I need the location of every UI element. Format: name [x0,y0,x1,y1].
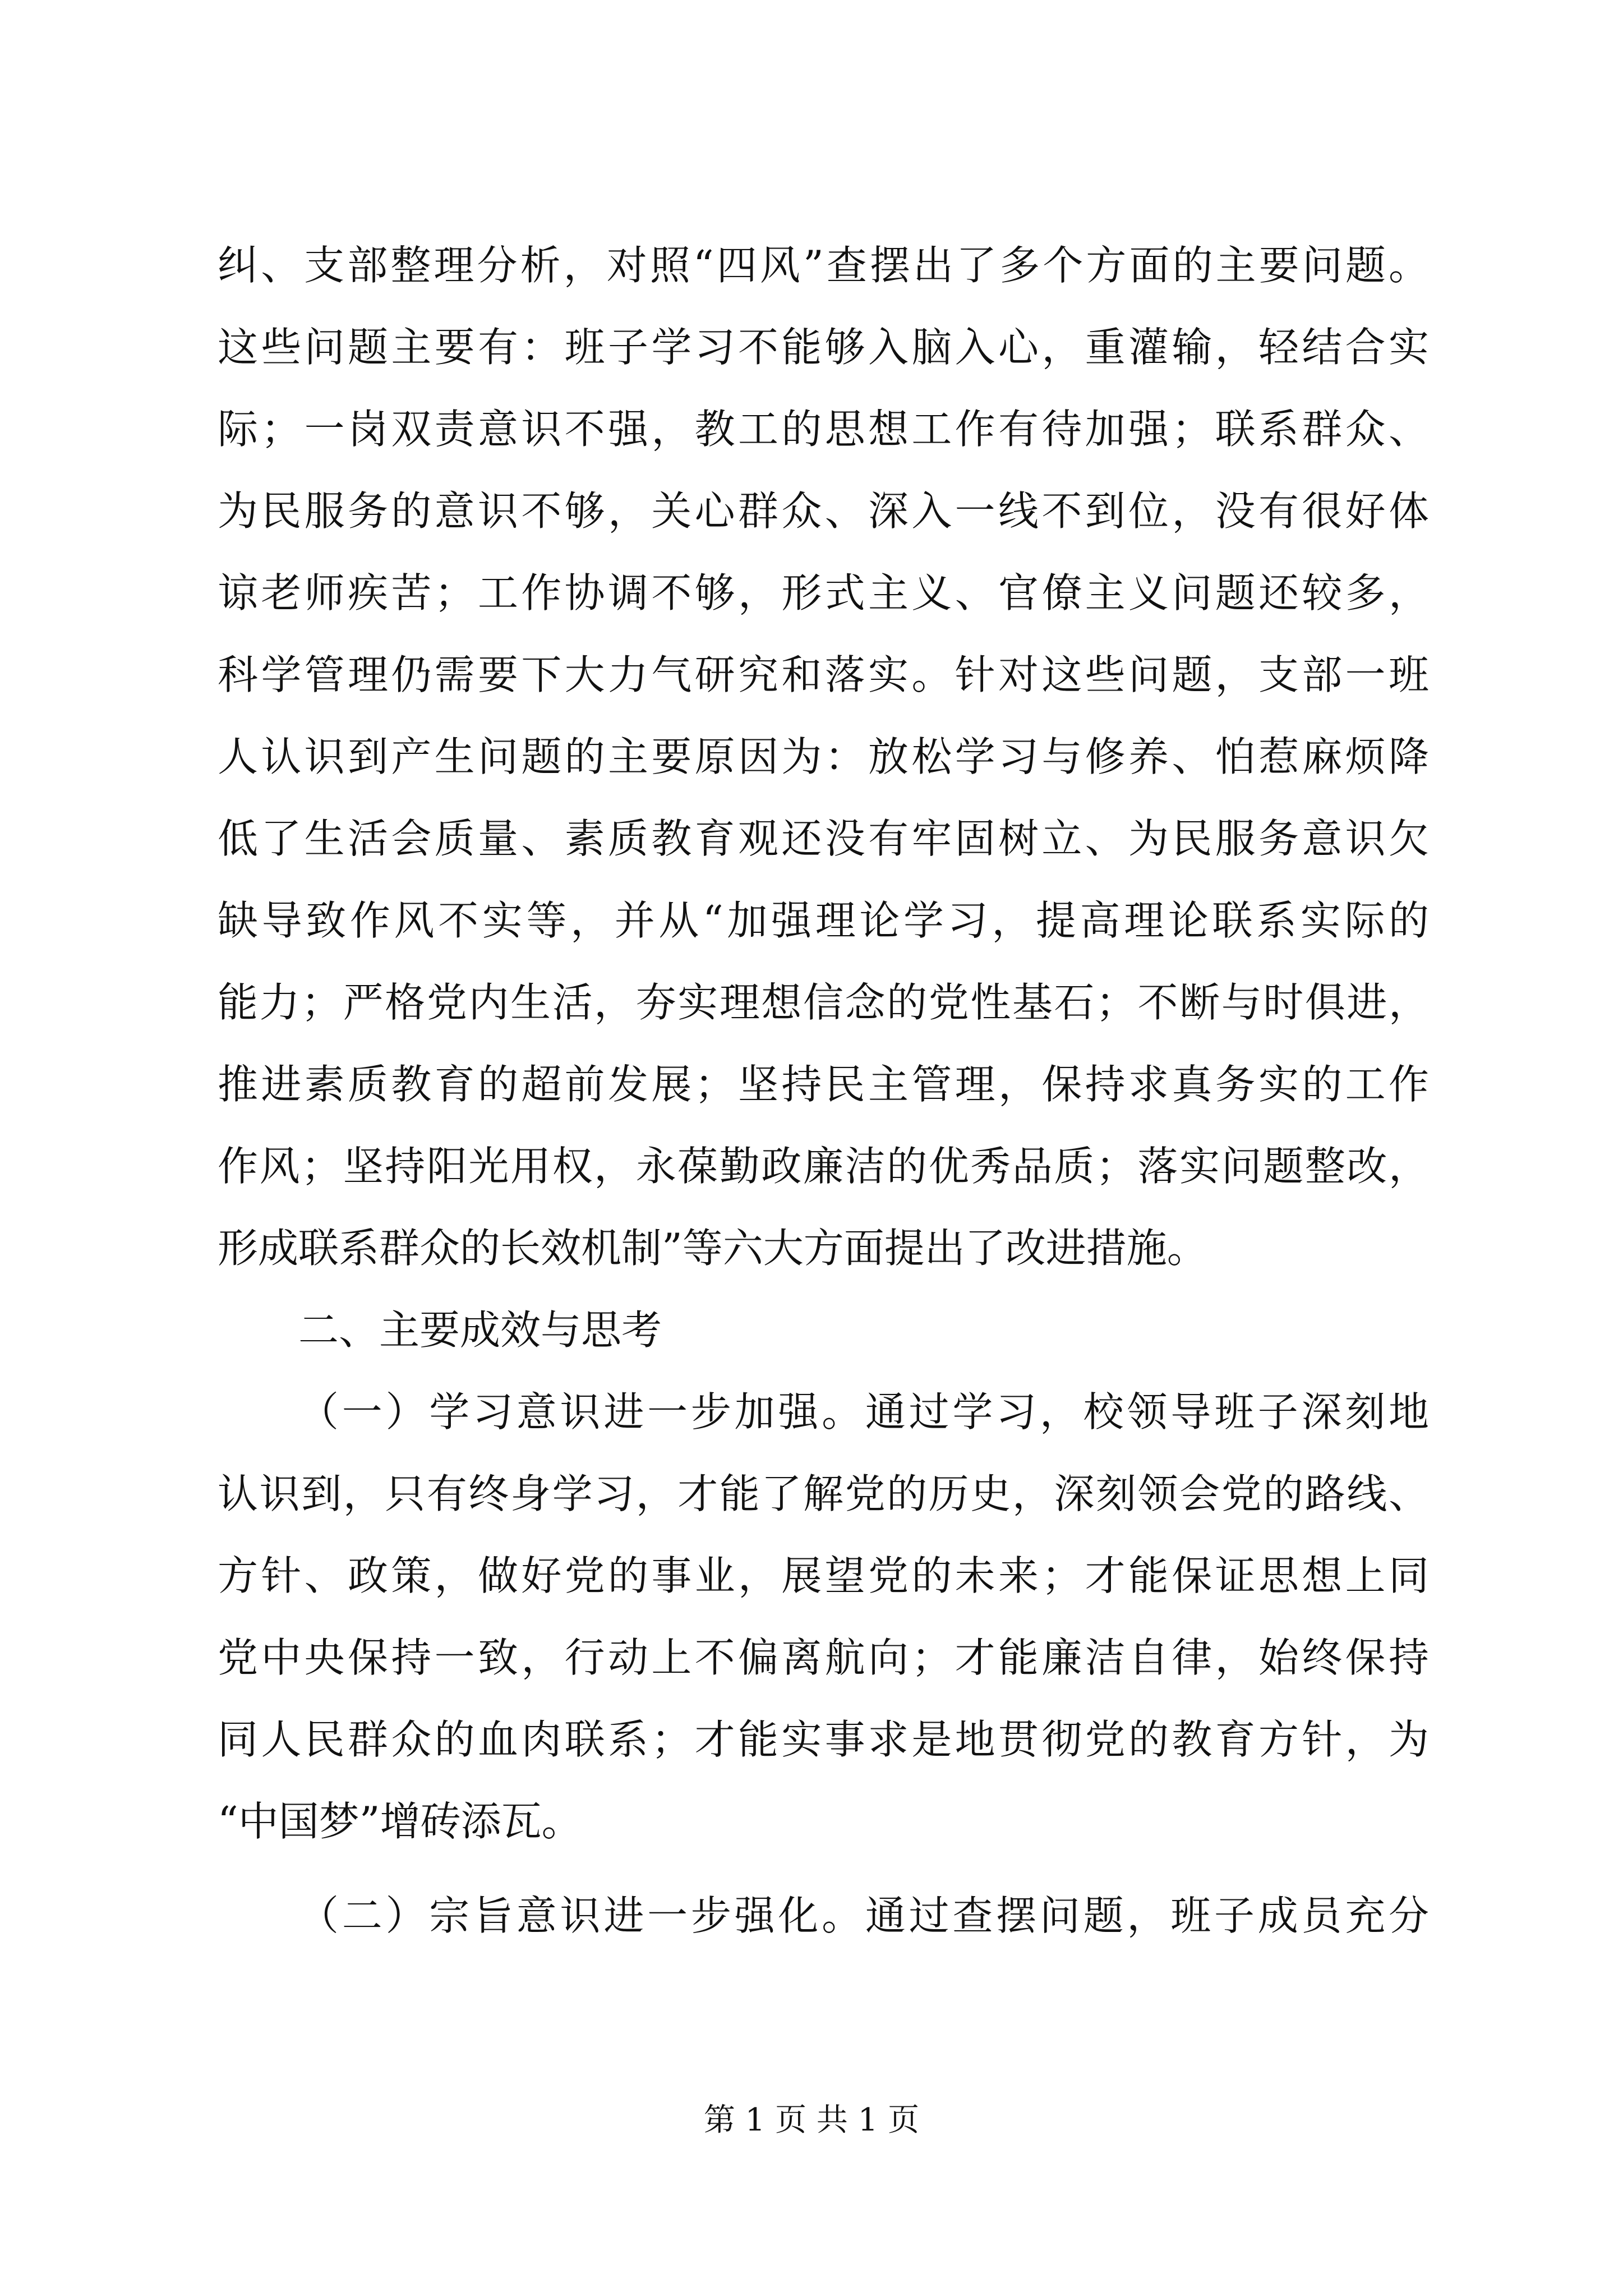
text-line-18: 党中央保持一致，行动上不偏离航向；才能廉洁自律，始终保持 [218,1634,1429,1681]
text-line-7: 人认识到产生问题的主要原因为：放松学习与修养、怕惹麻烦降 [218,733,1429,780]
text-line-16: 认识到，只有终身学习，才能了解党的历史，深刻领会党的路线、 [218,1470,1429,1517]
text-line-1: 纠、支部整理分析，对照“四风”查摆出了多个方面的主要问题。 [218,242,1429,289]
page-footer: 第 1 页 共 1 页 [703,2102,920,2138]
text-line-5: 谅老师疾苦；工作协调不够，形式主义、官僚主义问题还较多， [218,569,1429,616]
body-text [218,224,1429,1957]
text-line-20: “中国梦”增砖添瓦。 [218,1798,582,1845]
text-line-21: （二）宗旨意识进一步强化。通过查摆问题，班子成员充分 [298,1892,1429,1939]
text-line-3: 际；一岗双责意识不强，教工的思想工作有待加强；联系群众、 [218,406,1429,453]
text-line-15: （一）学习意识进一步加强。通过学习，校领导班子深刻地 [298,1388,1429,1435]
text-line-13: 形成联系群众的长效机制”等六大方面提出了改进措施。 [218,1225,1207,1272]
text-line-10: 能力；严格党内生活，夯实理想信念的党性基石；不断与时俱进， [218,979,1429,1026]
text-line-9: 缺导致作风不实等，并从“加强理论学习，提高理论联系实际的 [218,897,1429,944]
text-line-6: 科学管理仍需要下大力气研究和落实。针对这些问题，支部一班 [218,651,1429,698]
section-heading: 二、主要成效与思考 [298,1306,662,1354]
text-line-12: 作风；坚持阳光用权，永葆勤政廉洁的优秀品质；落实问题整改， [218,1143,1429,1190]
text-line-17: 方针、政策，做好党的事业，展望党的未来；才能保证思想上同 [218,1552,1429,1599]
text-line-11: 推进素质教育的超前发展；坚持民主管理，保持求真务实的工作 [218,1061,1429,1108]
text-line-8: 低了生活会质量、素质教育观还没有牢固树立、为民服务意识欠 [218,815,1429,862]
text-line-2: 这些问题主要有：班子学习不能够入脑入心，重灌输，轻结合实 [218,324,1429,371]
text-line-4: 为民服务的意识不够，关心群众、深入一线不到位，没有很好体 [218,487,1429,535]
text-line-19: 同人民群众的血肉联系；才能实事求是地贯彻党的教育方针，为 [218,1716,1429,1763]
